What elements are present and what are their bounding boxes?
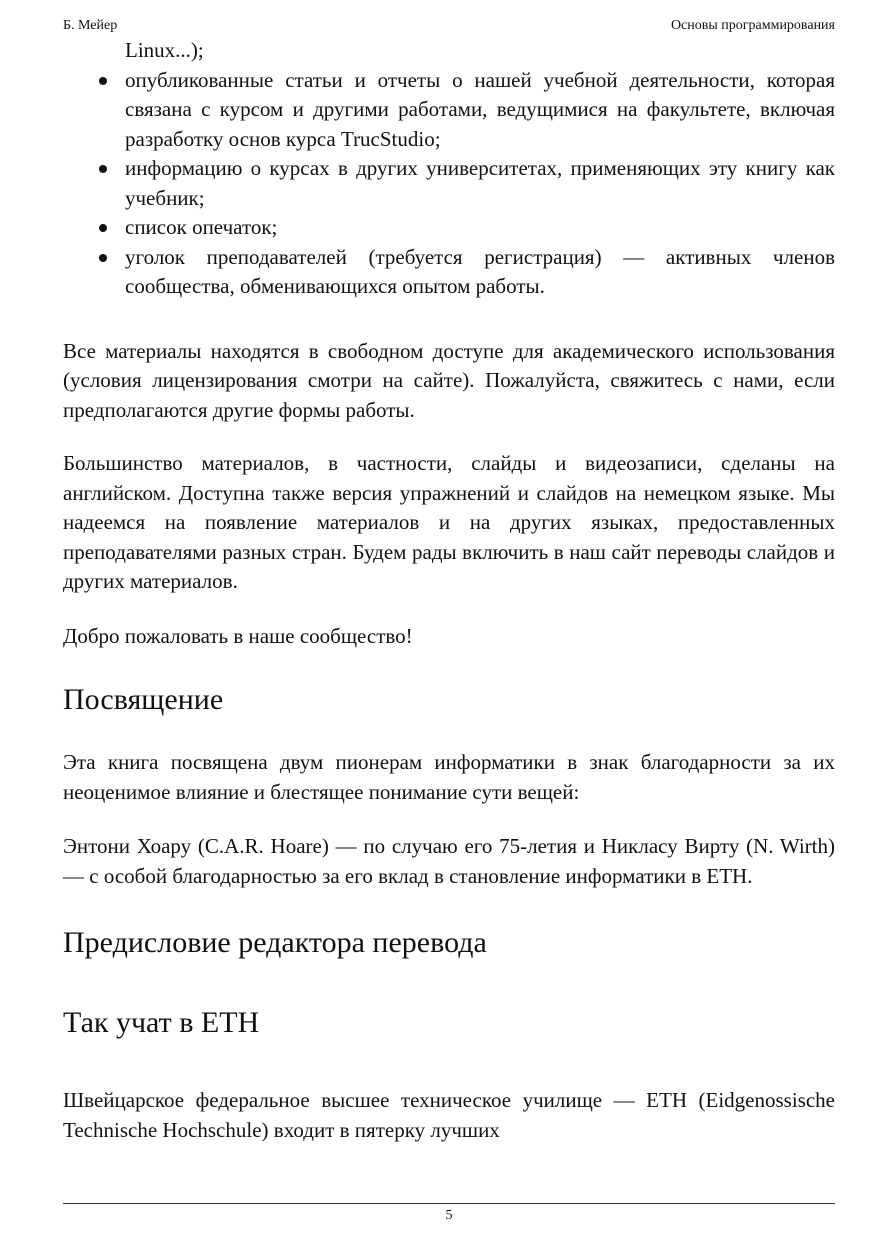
list-item xyxy=(63,243,835,302)
page-header xyxy=(63,16,835,36)
paragraph-languages: Большинство материалов, в частности, слайды и видеозаписи, сделаны на английском. Доступна также версия упражнений и слайдов на немецком языке. Мы надеемся на появление материалов и на других языках, предоставленных преподавателями разных стран. Будем рады включить в наш сайт переводы слайдов и других материалов. xyxy=(63,451,835,593)
list-item-text: уголок преподавателей (требуется регистрация) — активных членов сообщества, обменивающихся опытом работы. xyxy=(125,244,835,298)
paragraph-welcome: Добро пожаловать в наше сообщество! xyxy=(63,623,413,648)
paragraph-dedication-names: Энтони Хоару (C.A.R. Hoare) — по случаю его 75-летия и Никласу Вирту (N. Wirth) — с особой благодарностью за его вклад в становление информатики в ETH. xyxy=(63,834,835,888)
heading-eth: Так учат в ETH xyxy=(63,1006,260,1039)
list-item xyxy=(63,213,835,243)
header-author: Б. Мейер xyxy=(63,18,118,33)
bullet-icon xyxy=(99,254,107,262)
list-item-text: Linux...); xyxy=(125,38,204,62)
bullet-list xyxy=(63,36,835,302)
bullet-icon xyxy=(99,165,107,173)
bullet-icon xyxy=(99,77,107,85)
page-footer xyxy=(63,1203,835,1224)
paragraph-materials: Все материалы находятся в свободном доступе для академического использования (условия лицензирования смотри на сайте). Пожалуйста, свяжитесь с нами, если предполагаются другие формы работы. xyxy=(63,338,835,422)
paragraph-eth: Швейцарское федеральное высшее техническое училище — ETH (Eidgenossische Technische Hochschule) входит в пятерку лучших xyxy=(63,1088,835,1142)
list-item xyxy=(63,36,835,66)
list-item-text: список опечаток; xyxy=(125,215,278,239)
header-book-title: Основы программирования xyxy=(670,18,835,33)
bullet-icon xyxy=(99,224,107,232)
list-item-text: опубликованные статьи и отчеты о нашей учебной деятельности, которая связана с курсом и другими работами, ведущимися на факультете, включая разработку основ курса TrucStudio; xyxy=(125,67,835,151)
heading-dedication: Посвящение xyxy=(63,683,224,716)
page-content xyxy=(63,36,835,1145)
paragraph-dedication-intro: Эта книга посвящена двум пионерам информатики в знак благодарности за их неоценимое влияние и блестящее понимание сути вещей: xyxy=(63,750,835,804)
list-item xyxy=(63,66,835,155)
list-item-text: информацию о курсах в других университетах, применяющих эту книгу как учебник; xyxy=(125,156,835,210)
list-item xyxy=(63,154,835,213)
page-number: 5 xyxy=(445,1208,453,1223)
heading-translator-preface: Предисловие редактора перевода xyxy=(63,926,487,959)
